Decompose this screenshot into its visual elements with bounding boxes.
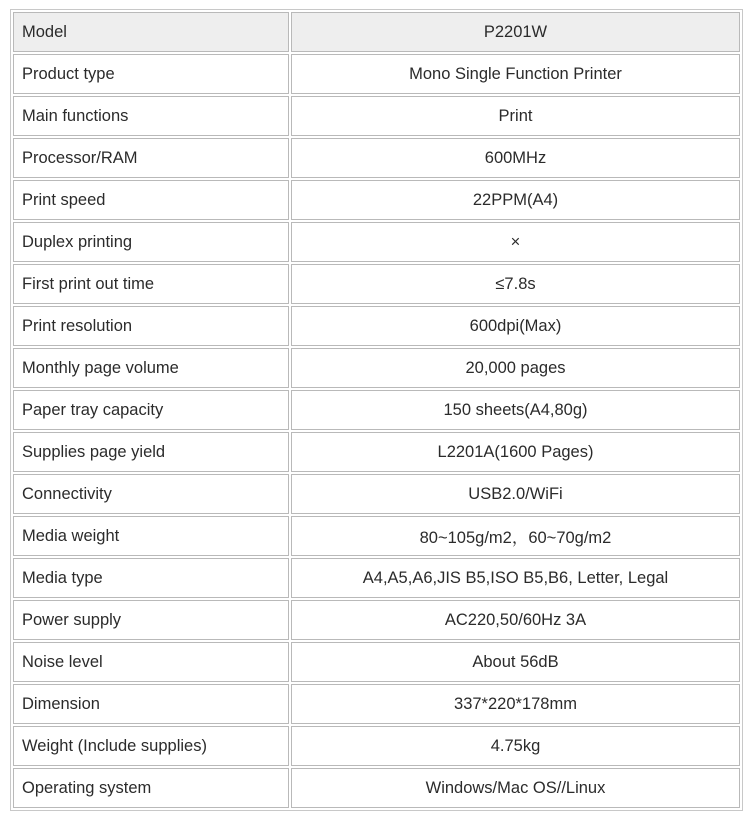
row-label: Supplies page yield [13, 432, 289, 472]
row-label: Weight (Include supplies) [13, 726, 289, 766]
row-value: 600dpi(Max) [291, 306, 740, 346]
spec-table-container [10, 9, 743, 811]
row-value: Mono Single Function Printer [291, 54, 740, 94]
row-value: USB2.0/WiFi [291, 474, 740, 514]
table-row [13, 96, 740, 136]
row-value: Print [291, 96, 740, 136]
row-label: Paper tray capacity [13, 390, 289, 430]
row-label: Noise level [13, 642, 289, 682]
table-row [13, 54, 740, 94]
row-value: 337*220*178mm [291, 684, 740, 724]
table-row [13, 222, 740, 262]
row-label: Power supply [13, 600, 289, 640]
row-label: Main functions [13, 96, 289, 136]
table-row [13, 138, 740, 178]
table-row [13, 390, 740, 430]
row-value: 4.75kg [291, 726, 740, 766]
row-value: P2201W [291, 12, 740, 52]
row-value: 80~105g/m2，60~70g/m2 [291, 516, 740, 556]
row-value: AC220,50/60Hz 3A [291, 600, 740, 640]
row-label: Print resolution [13, 306, 289, 346]
row-label: Connectivity [13, 474, 289, 514]
row-value: 20,000 pages [291, 348, 740, 388]
table-row [13, 264, 740, 304]
table-row [13, 348, 740, 388]
row-value: ≤7.8s [291, 264, 740, 304]
row-value: About 56dB [291, 642, 740, 682]
spec-table [11, 10, 742, 810]
row-label: Product type [13, 54, 289, 94]
row-label: Media type [13, 558, 289, 598]
table-row [13, 600, 740, 640]
row-label: First print out time [13, 264, 289, 304]
table-row [13, 642, 740, 682]
table-row [13, 474, 740, 514]
row-value: × [291, 222, 740, 262]
table-row [13, 558, 740, 598]
table-row [13, 432, 740, 472]
row-label: Duplex printing [13, 222, 289, 262]
row-value: A4,A5,A6,JIS B5,ISO B5,B6, Letter, Legal [291, 558, 740, 598]
row-label: Monthly page volume [13, 348, 289, 388]
table-row [13, 516, 740, 556]
row-label: Media weight [13, 516, 289, 556]
table-row [13, 306, 740, 346]
row-label: Dimension [13, 684, 289, 724]
table-row [13, 768, 740, 808]
row-value: Windows/Mac OS//Linux [291, 768, 740, 808]
row-label: Processor/RAM [13, 138, 289, 178]
row-label: Operating system [13, 768, 289, 808]
table-row [13, 726, 740, 766]
row-label: Model [13, 12, 289, 52]
row-value: 600MHz [291, 138, 740, 178]
table-row-model [13, 12, 740, 52]
row-value: 22PPM(A4) [291, 180, 740, 220]
row-label: Print speed [13, 180, 289, 220]
table-row [13, 180, 740, 220]
row-value: L2201A(1600 Pages) [291, 432, 740, 472]
table-row [13, 684, 740, 724]
row-value: 150 sheets(A4,80g) [291, 390, 740, 430]
